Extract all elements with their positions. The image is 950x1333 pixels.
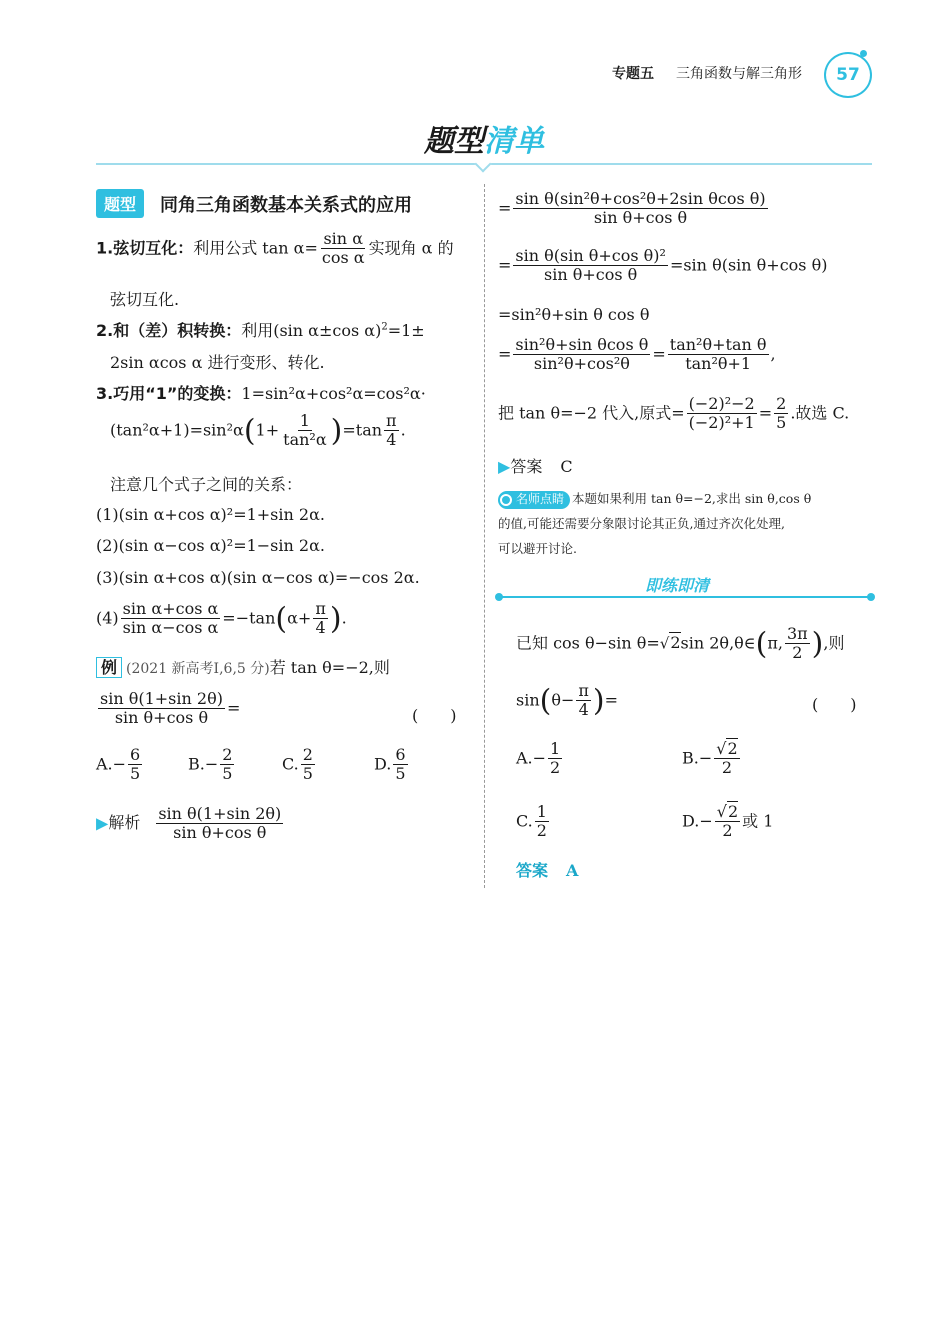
point-3-text: 1=sin²α+cos²α=cos²α· bbox=[241, 384, 426, 403]
point-3-inner-a: 1+ bbox=[255, 420, 280, 440]
practice-option-a bbox=[516, 740, 564, 778]
practice-q2-inner: θ− bbox=[551, 690, 575, 710]
option-letter: B. bbox=[682, 748, 699, 768]
relation-2: (2)(sin α−cos α)²=1−sin 2α. bbox=[96, 536, 325, 555]
option-letter: A. bbox=[516, 748, 533, 768]
solution-step-3-frac bbox=[513, 247, 668, 285]
solution-step-2-frac bbox=[513, 190, 767, 228]
practice-rule bbox=[498, 596, 872, 598]
practice-q-sqrt: 2 bbox=[670, 633, 681, 653]
practice-q2-eq: = bbox=[604, 690, 619, 710]
point-1 bbox=[96, 230, 454, 268]
tip-line-3: 可以避开讨论. bbox=[498, 541, 577, 556]
point-2-sup: 2 bbox=[381, 321, 388, 333]
solution-step-2 bbox=[498, 190, 770, 228]
point-3-line2-a: (tan²α+1)=sin²α bbox=[110, 420, 244, 440]
option-letter: B. bbox=[188, 754, 205, 774]
option-den: 5 bbox=[130, 764, 141, 784]
practice-blank: ( ) bbox=[812, 695, 857, 714]
solution-answer bbox=[498, 454, 573, 477]
example-expression bbox=[96, 690, 240, 728]
option-num: 2 bbox=[302, 745, 313, 764]
practice-rule-dot-left bbox=[495, 593, 503, 601]
point-3-end: . bbox=[400, 420, 406, 440]
option-den: 5 bbox=[302, 764, 313, 784]
eq-sign: = bbox=[498, 344, 512, 364]
option-num: 6 bbox=[130, 745, 141, 764]
relations-note: 注意几个式子之间的关系： bbox=[110, 475, 303, 494]
relation-4-inner: α+ bbox=[287, 608, 312, 628]
option-den: 2 bbox=[536, 821, 547, 841]
solution-step-5-num2: tan²θ+tan θ bbox=[669, 335, 767, 354]
answer-label: 答案 bbox=[510, 457, 543, 476]
paren-close: ) bbox=[329, 601, 342, 637]
solution-step-5-den1: sin²θ+cos²θ bbox=[533, 354, 630, 374]
point-3-pi-fraction bbox=[384, 412, 399, 450]
solution-step-3-right: =sin θ(sin θ+cos θ) bbox=[669, 255, 828, 275]
option-num: 2 bbox=[222, 745, 233, 764]
example-source: (2021 新高考Ⅰ,6,5 分) bbox=[126, 661, 270, 677]
point-3-four: 4 bbox=[386, 430, 397, 450]
option-letter: C. bbox=[282, 754, 299, 774]
solution-step-6-den2: 5 bbox=[776, 413, 787, 433]
paren-open: ( bbox=[275, 601, 288, 637]
eq-sign: = bbox=[498, 255, 512, 275]
tip-label-badge bbox=[498, 491, 570, 509]
point-1-text-a: 利用公式 tan α= bbox=[193, 238, 318, 258]
option-den: 2 bbox=[721, 758, 733, 778]
solution-step-5-den2: tan²θ+1 bbox=[685, 354, 752, 374]
page-number: 57 bbox=[824, 52, 872, 98]
option-fraction bbox=[535, 803, 549, 841]
relation-4-den: sin α−cos α bbox=[122, 618, 219, 638]
example-header bbox=[96, 655, 390, 678]
eq-sign: = bbox=[498, 198, 512, 218]
option-letter: A. bbox=[96, 754, 113, 774]
paren-open: ( bbox=[755, 626, 768, 662]
example-option-d bbox=[374, 746, 410, 784]
point-3-label: 3.巧用“1”的变换： bbox=[96, 384, 242, 403]
point-3 bbox=[96, 381, 426, 404]
tip-line-1: 本题如果利用 tan θ=−2,求出 sin θ,cos θ bbox=[572, 491, 812, 506]
option-letter: D. bbox=[374, 754, 392, 774]
solution-step-5-frac-2 bbox=[668, 336, 769, 374]
tip-label: 名师点睛 bbox=[516, 492, 565, 506]
option-tail: 或 1 bbox=[742, 811, 774, 831]
practice-rule-dot-right bbox=[867, 593, 875, 601]
option-sign: − bbox=[532, 748, 547, 768]
relation-4-fraction bbox=[121, 600, 221, 638]
practice-q-a: 已知 cos θ−sin θ= bbox=[516, 633, 660, 653]
paren-close: ) bbox=[592, 683, 605, 719]
option-den: 2 bbox=[550, 758, 561, 778]
option-num bbox=[714, 740, 739, 759]
banner-title-part2: 清单 bbox=[484, 124, 544, 159]
point-1-fraction bbox=[320, 230, 367, 268]
solution-step-2-den: sin θ+cos θ bbox=[593, 208, 688, 228]
point-3-frac-num: 1 bbox=[299, 411, 310, 430]
point-2-text-a: 利用(sin α±cos α) bbox=[241, 321, 382, 340]
banner-title bbox=[424, 116, 544, 160]
example-option-b bbox=[188, 746, 236, 784]
point-3-frac-den: tan²α bbox=[283, 430, 327, 450]
relation-4-mid: =−tan bbox=[222, 608, 276, 628]
example-num: sin θ(1+sin 2θ) bbox=[100, 689, 223, 708]
practice-q-interval-a: π, bbox=[767, 633, 783, 653]
option-sign: − bbox=[699, 811, 713, 831]
practice-q-c: ,则 bbox=[823, 633, 845, 653]
relation-4-num: sin α+cos α bbox=[122, 599, 219, 618]
column-divider bbox=[484, 184, 485, 888]
point-2-text-b: =1± bbox=[387, 321, 425, 340]
paren-close: ) bbox=[330, 413, 343, 449]
sqrt-symbol: √ bbox=[659, 634, 670, 653]
eq-sign: = bbox=[652, 344, 666, 364]
option-fraction bbox=[715, 803, 740, 841]
option-fraction bbox=[393, 746, 407, 784]
point-1-label: 1.弦切互化： bbox=[96, 238, 194, 258]
triangle-marker-icon: ▶ bbox=[498, 457, 511, 476]
practice-answer bbox=[516, 858, 578, 881]
solution-step-6-den: (−2)²+1 bbox=[688, 413, 755, 433]
option-den: 2 bbox=[722, 821, 733, 841]
practice-q-frac bbox=[785, 625, 810, 663]
page-dot-decoration bbox=[860, 50, 867, 57]
option-num: 6 bbox=[395, 745, 406, 764]
solution-step-4: =sin²θ+sin θ cos θ bbox=[498, 305, 650, 324]
magnifier-icon bbox=[500, 494, 512, 506]
practice-option-d bbox=[682, 803, 773, 841]
tip-block bbox=[498, 486, 874, 561]
answer-value: C bbox=[560, 457, 573, 476]
point-2-cont: 2sin αcos α 进行变形、转化. bbox=[110, 353, 325, 372]
practice-option-c bbox=[516, 803, 551, 841]
solution-step-3-den: sin θ+cos θ bbox=[544, 265, 638, 285]
example-option-a bbox=[96, 746, 144, 784]
solution-step-5-num1: sin²θ+sin θcos θ bbox=[515, 335, 649, 354]
option-sign: − bbox=[698, 748, 713, 768]
option-letter: C. bbox=[516, 811, 533, 831]
paren-open: ( bbox=[539, 683, 552, 719]
solution-step-6-frac-1 bbox=[687, 395, 757, 433]
solution-step-1 bbox=[156, 805, 283, 843]
practice-question bbox=[516, 625, 844, 663]
example-blank: ( ) bbox=[412, 706, 457, 725]
relation-4-end: . bbox=[341, 608, 347, 628]
relation-3: (3)(sin α+cos α)(sin α−cos α)=−cos 2α. bbox=[96, 568, 420, 587]
paren-open: ( bbox=[243, 413, 256, 449]
option-fraction bbox=[128, 746, 142, 784]
solution-step-6-frac-2 bbox=[774, 395, 788, 433]
point-1-text-b: 实现角 α 的 bbox=[368, 238, 454, 258]
option-fraction bbox=[301, 746, 315, 784]
practice-q2-pi: π bbox=[578, 681, 589, 700]
example-text: 若 tan θ=−2,则 bbox=[269, 658, 390, 677]
solution-step-5 bbox=[498, 336, 776, 374]
example-fraction bbox=[98, 690, 225, 728]
option-num bbox=[715, 803, 740, 822]
practice-q-b: sin 2θ,θ∈ bbox=[680, 633, 756, 653]
solution-step-1-den: sin θ+cos θ bbox=[173, 823, 267, 843]
triangle-marker-icon: ▶ bbox=[96, 813, 109, 833]
sqrt-symbol: √ bbox=[716, 802, 727, 821]
option-fraction bbox=[548, 740, 562, 778]
option-fraction bbox=[220, 746, 234, 784]
solution-step-6 bbox=[498, 395, 849, 433]
practice-q-frac-den: 2 bbox=[792, 643, 803, 663]
solution-step-1-num: sin θ(1+sin 2θ) bbox=[158, 804, 282, 823]
point-1-cont: 弦切互化. bbox=[110, 290, 180, 309]
practice-option-b bbox=[682, 740, 742, 778]
point-2-label: 2.和（差）积转换： bbox=[96, 321, 242, 340]
solution-label: 解析 bbox=[108, 813, 141, 833]
solution-step-6-num: (−2)²−2 bbox=[688, 394, 755, 413]
section-tag: 题型 bbox=[96, 189, 144, 218]
option-num: 1 bbox=[550, 739, 561, 758]
section-title: 同角三角函数基本关系式的应用 bbox=[160, 195, 412, 216]
option-den: 5 bbox=[222, 764, 233, 784]
relation-4-pi-fraction bbox=[313, 600, 328, 638]
practice-q2-frac bbox=[576, 682, 591, 720]
practice-q2-a: sin bbox=[516, 690, 540, 710]
solution-step-3-num: sin θ(sin θ+cos θ)² bbox=[515, 246, 666, 265]
relation-4-pi: π bbox=[315, 599, 326, 618]
comma: , bbox=[770, 344, 776, 364]
point-2 bbox=[96, 318, 425, 341]
practice-answer-label: 答案 bbox=[516, 861, 549, 880]
sqrt-symbol: √ bbox=[716, 739, 727, 758]
solution-step-6-a: 把 tan θ=−2 代入,原式= bbox=[498, 403, 685, 423]
option-fraction bbox=[714, 740, 739, 778]
practice-q-frac-num: 3π bbox=[786, 624, 808, 643]
point-1-frac-den: cos α bbox=[321, 248, 365, 268]
example-tag: 例 bbox=[96, 657, 122, 678]
practice-title: 即练即清 bbox=[645, 576, 710, 595]
point-3-line2-b: =tan bbox=[342, 420, 383, 440]
relation-4 bbox=[96, 600, 347, 638]
practice-q2-four: 4 bbox=[578, 700, 589, 720]
option-letter: D. bbox=[682, 811, 700, 831]
relation-4-prefix: (4) bbox=[96, 608, 119, 628]
option-sign: − bbox=[112, 754, 127, 774]
option-sqrt: 2 bbox=[727, 739, 738, 758]
point-3-line2 bbox=[110, 412, 406, 450]
solution-step-2-num: sin θ(sin²θ+cos²θ+2sin θcos θ) bbox=[515, 189, 766, 208]
option-den: 5 bbox=[395, 764, 406, 784]
option-num: 1 bbox=[536, 802, 547, 821]
practice-answer-value: A bbox=[566, 861, 579, 880]
point-1-frac-num: sin α bbox=[323, 229, 363, 248]
solution-step-6-eq: = bbox=[758, 403, 773, 423]
solution-step-6-num2: 2 bbox=[776, 394, 787, 413]
chapter-label: 专题五 bbox=[612, 66, 654, 82]
solution-step-6-b: .故选 C. bbox=[790, 403, 850, 423]
practice-question-2 bbox=[516, 682, 618, 720]
example-option-c bbox=[282, 746, 317, 784]
solution-step-3 bbox=[498, 247, 827, 285]
solution-start bbox=[96, 805, 285, 843]
example-den: sin θ+cos θ bbox=[114, 708, 209, 728]
example-eq: = bbox=[226, 698, 241, 718]
point-3-pi: π bbox=[386, 411, 397, 430]
option-sign: − bbox=[204, 754, 219, 774]
banner-title-part1: 题型 bbox=[424, 124, 484, 159]
solution-step-5-frac-1 bbox=[513, 336, 650, 374]
relation-1: (1)(sin α+cos α)²=1+sin 2α. bbox=[96, 505, 325, 524]
option-sqrt: 2 bbox=[727, 802, 739, 821]
chapter-title: 三角函数与解三角形 bbox=[676, 66, 802, 82]
tip-line-2: 的值,可能还需要分象限讨论其正负,通过齐次化处理, bbox=[498, 516, 785, 531]
relation-4-four: 4 bbox=[315, 618, 326, 638]
paren-close: ) bbox=[811, 626, 824, 662]
point-3-fraction bbox=[281, 412, 329, 450]
